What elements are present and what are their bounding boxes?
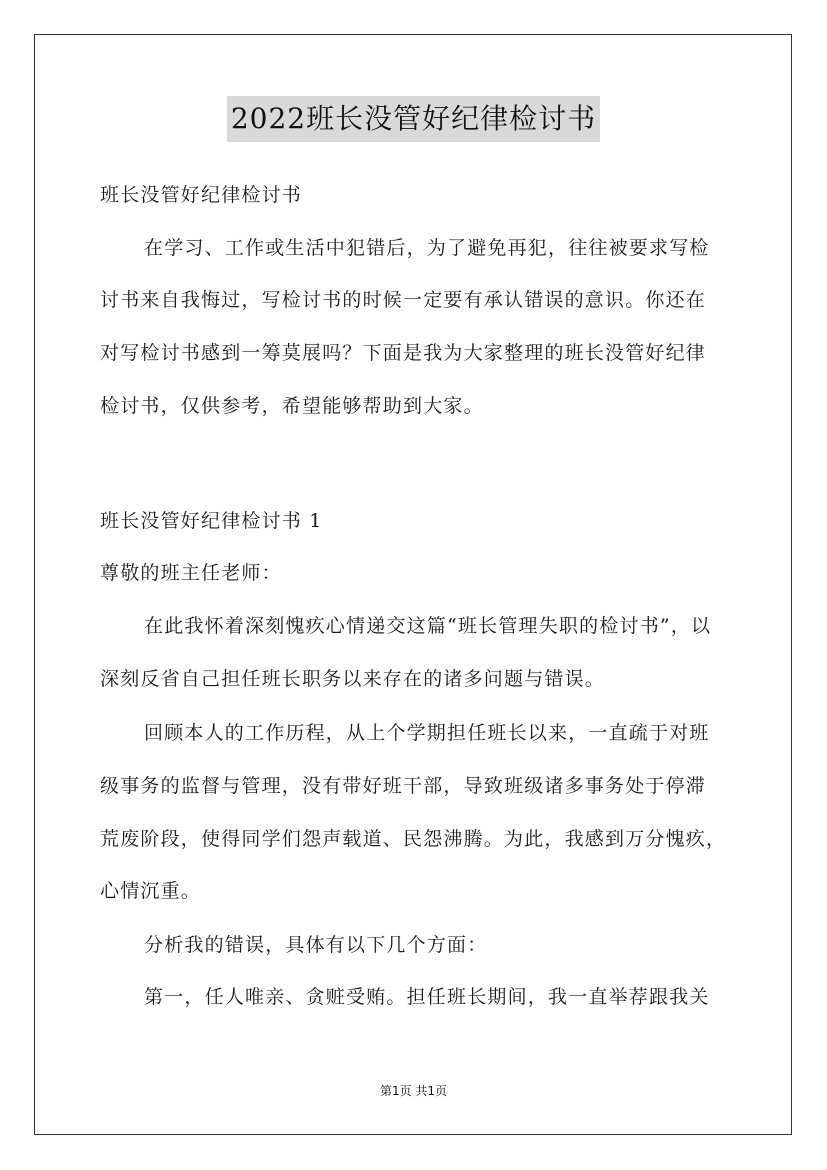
heading-line: 班长没管好纪律检讨书 [100, 184, 303, 206]
section-heading: 班长没管好纪律检讨书 1 [100, 510, 323, 532]
document-title-wrap [0, 96, 827, 142]
paragraph-line: 分析我的错误，具体有以下几个方面： [144, 934, 488, 956]
paragraph-line: 第一，任人唯亲、贪赃受贿。担任班长期间，我一直举荐跟我关 [144, 986, 710, 1008]
paragraph-line: 回顾本人的工作历程，从上个学期担任班长以来，一直疏于对班 [144, 722, 710, 744]
paragraph-line: 检讨书，仅供参考，希望能够帮助到大家。 [100, 395, 484, 417]
paragraph-line: 讨书来自我悔过，写检讨书的时候一定要有承认错误的意识。你还在 [100, 289, 707, 311]
paragraph-line: 在此我怀着深刻愧疚心情递交这篇“班长管理失职的检讨书”，以 [144, 615, 712, 637]
paragraph-line: 在学习、工作或生活中犯错后，为了避免再犯，往往被要求写检 [144, 237, 710, 259]
paragraph-line: 心情沉重。 [100, 880, 202, 902]
paragraph-line: 深刻反省自己担任班长职务以来存在的诸多问题与错误。 [100, 668, 606, 690]
paragraph-line: 级事务的监督与管理，没有带好班干部，导致班级诸多事务处于停滞 [100, 775, 707, 797]
paragraph-line: 荒废阶段，使得同学们怨声载道、民怨沸腾。为此，我感到万分愧疚， [100, 828, 727, 850]
salutation: 尊敬的班主任老师： [100, 562, 282, 584]
paragraph-line: 对写检讨书感到一筹莫展吗？下面是我为大家整理的班长没管好纪律 [100, 342, 707, 364]
page-number: 第1页 共1页 [379, 1084, 448, 1098]
document-title: 2022班长没管好纪律检讨书 [227, 96, 600, 142]
